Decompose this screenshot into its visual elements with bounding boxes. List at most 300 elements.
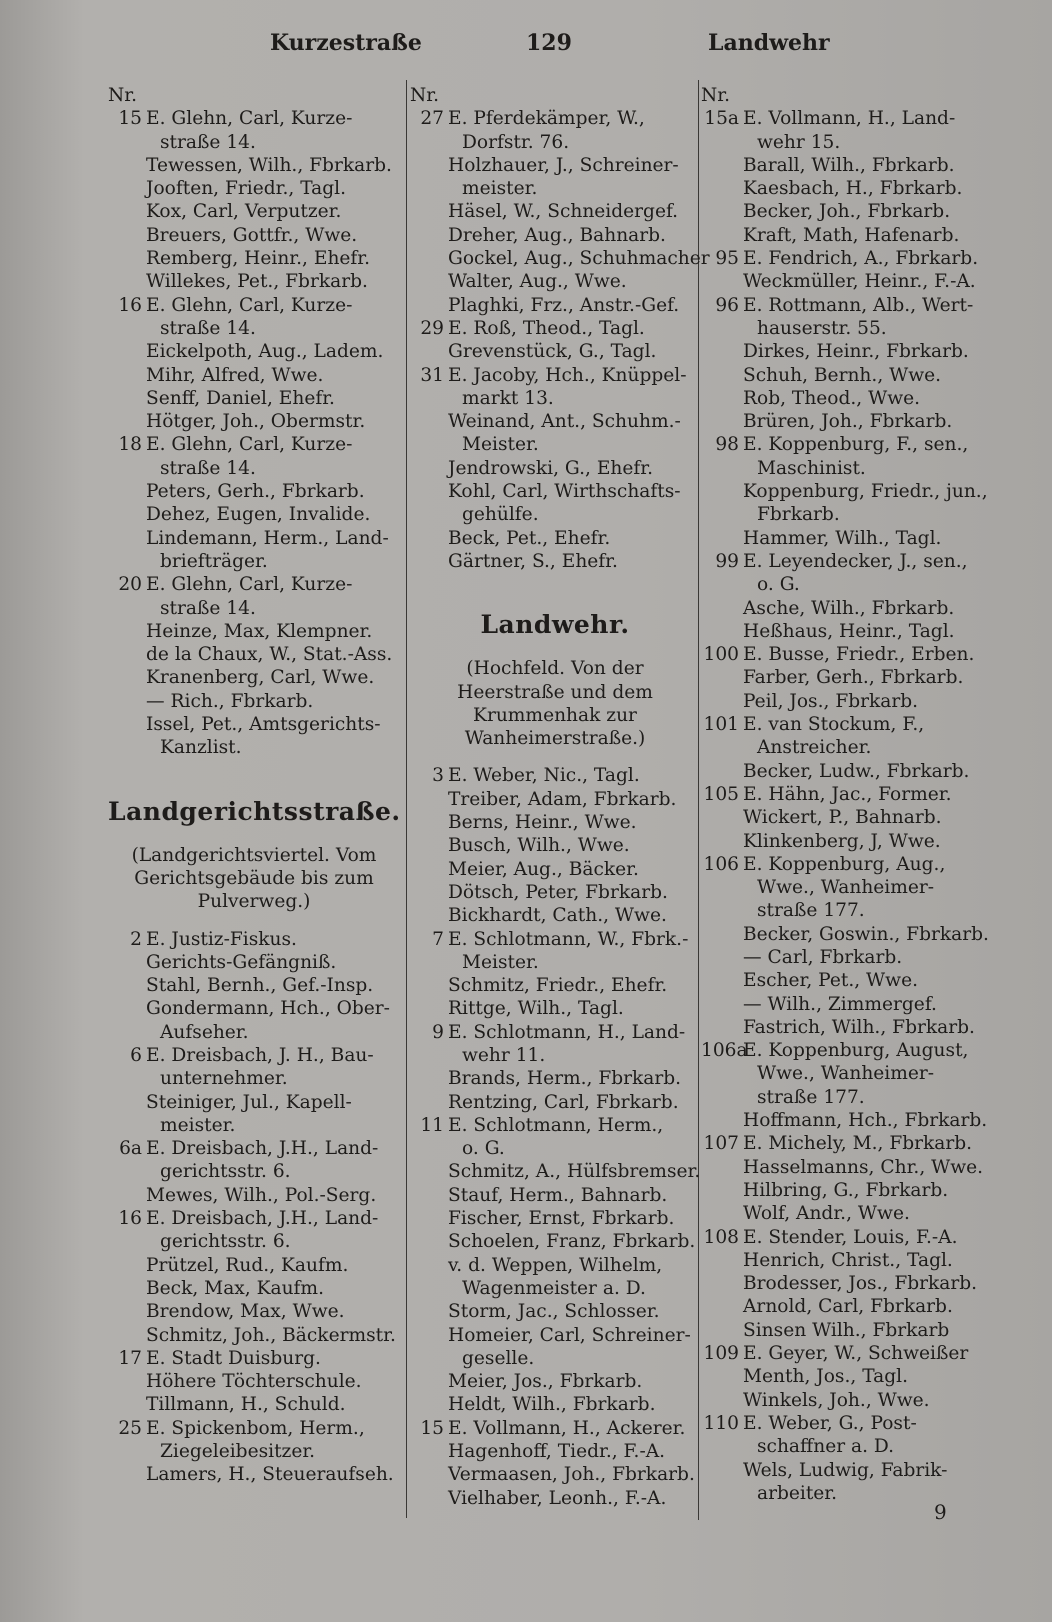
entry-text: Eickelpoth, Aug., Ladem. (146, 341, 384, 363)
entry-continuation (410, 503, 700, 526)
entry-text: E. Geyer, W., Schweißer (743, 1343, 969, 1365)
house-number: 101 (703, 714, 739, 736)
entry-continuation (701, 1435, 1011, 1458)
entry-continuation (108, 1021, 400, 1044)
resident-entry (108, 1393, 400, 1416)
entry-text: Meier, Aug., Bäcker. (448, 858, 639, 880)
entry-text: Storm, Jac., Schlosser. (448, 1301, 660, 1323)
entry-continuation (701, 1482, 1011, 1505)
entry-continuation (108, 1440, 400, 1463)
resident-entry (701, 1016, 1011, 1039)
resident-entry (410, 410, 700, 433)
entry-text: Dötsch, Peter, Fbrkarb. (448, 881, 668, 903)
resident-entry (701, 364, 1011, 387)
entry-text: Arnold, Carl, Fbrkarb. (743, 1296, 953, 1318)
entry-text: Anstreicher. (757, 737, 872, 759)
header-left-street: Kurzestraße (270, 30, 422, 56)
entry-text: Aufseher. (160, 1021, 249, 1043)
resident-entry (410, 1067, 700, 1090)
entry-text: Remberg, Heinr., Ehefr. (146, 248, 371, 270)
entry-text: Dirkes, Heinr., Fbrkarb. (743, 341, 969, 363)
nr-label: Nr. (701, 85, 731, 106)
entry-text: Winkels, Joh., Wwe. (743, 1389, 930, 1411)
house-entry (701, 713, 1011, 736)
signature-mark: 9 (934, 1500, 947, 1524)
resident-entry (108, 974, 400, 997)
house-number: 107 (703, 1133, 739, 1155)
entry-text: Weckmüller, Heinr., F.-A. (743, 271, 976, 293)
house-number: 18 (118, 434, 142, 456)
entry-text: Hagenhoff, Tiedr., F.-A. (448, 1441, 666, 1463)
entry-text: Koppenburg, Friedr., jun., (743, 481, 988, 503)
entry-text: Meister. (462, 434, 539, 456)
entry-continuation (108, 597, 400, 620)
entry-text: E. Spickenbom, Herm., (146, 1417, 365, 1439)
resident-entry (701, 1319, 1011, 1342)
entry-continuation (701, 736, 1011, 759)
entry-continuation (108, 736, 400, 759)
resident-entry (108, 1370, 400, 1393)
house-number: 16 (118, 294, 142, 316)
spacer (108, 760, 400, 794)
entry-text: Asche, Wilh., Fbrkarb. (743, 597, 955, 619)
resident-entry (108, 387, 400, 410)
resident-entry (108, 997, 400, 1020)
column-1 (108, 84, 400, 1487)
entry-text: Fastrich, Wilh., Fbrkarb. (743, 1016, 975, 1038)
resident-entry (701, 200, 1011, 223)
entry-text: meister. (462, 178, 538, 200)
entry-text: Wwe., Wanheimer- (757, 877, 935, 899)
house-number: 16 (118, 1208, 142, 1230)
resident-entry (701, 1389, 1011, 1412)
resident-entry (410, 1487, 700, 1510)
entry-continuation (701, 317, 1011, 340)
entry-text: E. Leyendecker, J., sen., (743, 550, 968, 572)
entry-text: Kohl, Carl, Wirthschafts- (448, 481, 681, 503)
house-number: 15 (118, 108, 142, 130)
entry-text: Becker, Joh., Fbrkarb. (743, 201, 951, 223)
entry-text: E. Dreisbach, J.H., Land- (146, 1138, 379, 1160)
resident-entry (108, 480, 400, 503)
entry-continuation (410, 131, 700, 154)
entry-text: E. Glehn, Carl, Kurze- (146, 434, 353, 456)
entry-text: E. Schlotmann, Herm., (448, 1114, 664, 1136)
house-entry (108, 1044, 400, 1067)
entry-text: Heßhaus, Heinr., Tagl. (743, 620, 955, 642)
house-number: 6 (130, 1044, 142, 1066)
resident-entry (108, 270, 400, 293)
entry-text: Berns, Heinr., Wwe. (448, 812, 637, 834)
entry-text: Brands, Herm., Fbrkarb. (448, 1068, 682, 1090)
entry-list (410, 107, 710, 573)
house-entry (701, 294, 1011, 317)
resident-entry (108, 247, 400, 270)
entry-continuation (410, 433, 700, 456)
entry-text: Gockel, Aug., Schuhmacher (448, 248, 710, 270)
house-number: 7 (432, 928, 444, 950)
entry-text: straße 14. (160, 457, 256, 479)
resident-entry (410, 1324, 700, 1347)
entry-text: Dehez, Eugen, Invalide. (146, 504, 371, 526)
entry-continuation (701, 573, 1011, 596)
entry-continuation (410, 1347, 700, 1370)
entry-text: Senff, Daniel, Ehefr. (146, 387, 335, 409)
resident-entry (701, 690, 1011, 713)
entry-text: Barall, Wilh., Fbrkarb. (743, 154, 955, 176)
resident-entry (701, 177, 1011, 200)
entry-text: gehülfe. (462, 504, 539, 526)
resident-entry (108, 200, 400, 223)
resident-entry (410, 834, 700, 857)
entry-text: Stauf, Herm., Bahnarb. (448, 1184, 668, 1206)
entry-text: Häsel, W., Schneidergef. (448, 201, 679, 223)
entry-text: gerichtsstr. 6. (160, 1161, 291, 1183)
nr-label: Nr. (410, 85, 440, 106)
house-entry (701, 643, 1011, 666)
resident-entry (108, 224, 400, 247)
entry-text: Wagenmeister a. D. (462, 1277, 646, 1299)
entry-text: wehr 11. (462, 1044, 546, 1066)
entry-text: E. Weber, Nic., Tagl. (448, 765, 640, 787)
entry-text: Heldt, Wilh., Fbrkarb. (448, 1394, 656, 1416)
house-number: 100 (703, 644, 739, 666)
house-number: 17 (118, 1347, 142, 1369)
entry-continuation (410, 387, 700, 410)
entry-text: straße 177. (757, 900, 865, 922)
entry-text: Hoffmann, Hch., Fbrkarb. (743, 1110, 988, 1132)
entry-text: Walter, Aug., Wwe. (448, 271, 627, 293)
entry-text: E. Glehn, Carl, Kurze- (146, 574, 353, 596)
entry-text: Schmitz, Friedr., Ehefr. (448, 975, 668, 997)
entry-text: Dreher, Aug., Bahnarb. (448, 224, 666, 246)
resident-entry (701, 1365, 1011, 1388)
resident-entry (108, 154, 400, 177)
entry-text: Steiniger, Jul., Kapell- (146, 1091, 352, 1113)
entry-text: Gerichts-Gefängniß. (146, 951, 337, 973)
resident-entry (701, 830, 1011, 853)
entry-text: E. Fendrich, A., Fbrkarb. (743, 248, 979, 270)
column-2 (410, 84, 710, 1510)
resident-entry (701, 1202, 1011, 1225)
resident-entry (108, 177, 400, 200)
street-description: (Hochfeld. Von der Heerstraße und dem Krummenhak zur Wanheimerstraße.) (457, 658, 653, 750)
entry-text: Rittge, Wilh., Tagl. (448, 998, 624, 1020)
resident-entry (701, 224, 1011, 247)
entry-text: Höhere Töchterschule. (146, 1371, 362, 1393)
entry-text: Lindemann, Herm., Land- (146, 527, 389, 549)
resident-entry (701, 1156, 1011, 1179)
entry-list (410, 764, 700, 1510)
resident-entry (108, 1254, 400, 1277)
house-entry (701, 853, 1011, 876)
resident-entry (108, 1463, 400, 1486)
entry-text: Heinze, Max, Klempner. (146, 620, 373, 642)
resident-entry (410, 1207, 700, 1230)
resident-entry (701, 946, 1011, 969)
resident-entry (701, 620, 1011, 643)
resident-entry (701, 154, 1011, 177)
house-entry (108, 1137, 400, 1160)
entry-text: straße 14. (160, 597, 256, 619)
entry-text: Schmitz, Joh., Bäckermstr. (146, 1324, 396, 1346)
house-entry (108, 1417, 400, 1440)
entry-text: o. G. (757, 574, 800, 596)
entry-continuation (108, 1114, 400, 1137)
street-heading: Landwehr. (480, 610, 630, 640)
resident-entry (410, 340, 700, 363)
nr-label: Nr. (108, 85, 138, 106)
entry-text: E. Schlotmann, H., Land- (448, 1021, 686, 1043)
column-divider-1 (406, 80, 407, 1518)
house-entry (410, 1114, 700, 1137)
resident-entry (701, 387, 1011, 410)
entry-continuation (108, 550, 400, 573)
entry-text: E. Rottmann, Alb., Wert- (743, 294, 974, 316)
house-number: 95 (715, 248, 739, 270)
entry-continuation (108, 1067, 400, 1090)
entry-text: E. Koppenburg, August, (743, 1040, 969, 1062)
entry-text: Rob, Theod., Wwe. (743, 387, 921, 409)
house-number: 109 (703, 1343, 739, 1365)
resident-entry (701, 340, 1011, 363)
resident-entry (410, 974, 700, 997)
house-number: 9 (432, 1021, 444, 1043)
entry-text: briefträger. (160, 550, 268, 572)
resident-entry (410, 1184, 700, 1207)
entry-text: Tillmann, H., Schuld. (146, 1394, 346, 1416)
column-3 (701, 84, 1011, 1505)
resident-entry (410, 1091, 700, 1114)
entry-text: E. Michely, M., Fbrkarb. (743, 1133, 973, 1155)
resident-entry (108, 1324, 400, 1347)
resident-entry (701, 806, 1011, 829)
entry-text: Vielhaber, Leonh., F.-A. (448, 1487, 667, 1509)
entry-text: straße 14. (160, 317, 256, 339)
entry-continuation (410, 1044, 700, 1067)
entry-continuation (701, 899, 1011, 922)
house-entry (108, 107, 400, 130)
page-header (0, 30, 1052, 64)
resident-entry (410, 788, 700, 811)
resident-entry (410, 527, 700, 550)
entry-text: Hammer, Wilh., Tagl. (743, 527, 942, 549)
entry-text: Bickhardt, Cath., Wwe. (448, 905, 667, 927)
entry-text: Wickert, P., Bahnarb. (743, 807, 942, 829)
entry-text: Kanzlist. (160, 737, 242, 759)
resident-entry (108, 951, 400, 974)
entry-text: Peters, Gerh., Fbrkarb. (146, 481, 365, 503)
house-number: 31 (420, 364, 444, 386)
entry-text: unternehmer. (160, 1068, 288, 1090)
entry-continuation (701, 131, 1011, 154)
entry-text: Kraft, Math, Hafenarb. (743, 224, 960, 246)
house-entry (701, 1342, 1011, 1365)
entry-text: arbeiter. (757, 1482, 838, 1504)
resident-entry (701, 270, 1011, 293)
entry-text: Escher, Pet., Wwe. (743, 970, 918, 992)
entry-continuation (410, 1277, 700, 1300)
entry-continuation (701, 1086, 1011, 1109)
entry-continuation (410, 177, 700, 200)
entry-text: Fbrkarb. (757, 504, 840, 526)
entry-text: E. van Stockum, F., (743, 714, 925, 736)
resident-entry (701, 597, 1011, 620)
resident-entry (410, 200, 700, 223)
resident-entry (410, 247, 710, 270)
entry-text: E. Jacoby, Hch., Knüppel- (448, 364, 687, 386)
entry-text: Prützel, Rud., Kaufm. (146, 1254, 349, 1276)
entry-text: E. Pferdekämper, W., (448, 108, 645, 130)
entry-text: Beck, Pet., Ehefr. (448, 527, 611, 549)
resident-entry (410, 550, 700, 573)
entry-text: Kox, Carl, Verputzer. (146, 201, 342, 223)
entry-continuation (108, 317, 400, 340)
spacer (410, 573, 700, 607)
entry-text: Treiber, Adam, Fbrkarb. (448, 788, 677, 810)
entry-continuation (108, 1230, 400, 1253)
entry-text: E. Vollmann, H., Ackerer. (448, 1417, 686, 1439)
resident-entry (701, 1459, 1011, 1482)
entry-text: wehr 15. (757, 131, 841, 153)
resident-entry (108, 364, 400, 387)
entry-text: Schuh, Bernh., Wwe. (743, 364, 942, 386)
house-entry (701, 550, 1011, 573)
resident-entry (410, 858, 700, 881)
entry-text: Weinand, Ant., Schuhm.- (448, 411, 681, 433)
entry-text: Meier, Jos., Fbrkarb. (448, 1371, 643, 1393)
entry-text: E. Vollmann, H., Land- (743, 108, 956, 130)
house-number: 110 (703, 1412, 739, 1434)
house-entry (108, 928, 400, 951)
resident-entry (701, 480, 1011, 503)
entry-continuation (108, 131, 400, 154)
entry-text: straße 177. (757, 1086, 865, 1108)
entry-text: hauserstr. 55. (757, 317, 887, 339)
entry-text: Willekes, Pet., Fbrkarb. (146, 271, 368, 293)
entry-text: Becker, Goswin., Fbrkarb. (743, 923, 989, 945)
entry-text: gerichtsstr. 6. (160, 1231, 291, 1253)
entry-continuation (410, 1137, 700, 1160)
entry-text: Peil, Jos., Fbrkarb. (743, 690, 919, 712)
entry-text: Schoelen, Franz, Fbrkarb. (448, 1231, 696, 1253)
resident-entry (108, 503, 400, 526)
house-entry (701, 1412, 1011, 1435)
entry-text: Fischer, Ernst, Fbrkarb. (448, 1208, 675, 1230)
house-entry (410, 764, 700, 787)
entry-text: E. Koppenburg, F., sen., (743, 434, 969, 456)
entry-text: Lamers, H., Steueraufseh. (146, 1464, 394, 1486)
resident-entry (410, 1230, 700, 1253)
house-number: 105 (703, 783, 739, 805)
resident-entry (108, 1091, 400, 1114)
entry-text: Hilbring, G., Fbrkarb. (743, 1179, 949, 1201)
entry-text: markt 13. (462, 387, 554, 409)
resident-entry (108, 713, 400, 736)
entry-text: Busch, Wilh., Wwe. (448, 835, 630, 857)
entry-text: Mihr, Alfred, Wwe. (146, 364, 324, 386)
entry-text: — Carl, Fbrkarb. (743, 946, 903, 968)
house-entry (701, 107, 1011, 130)
entry-text: Homeier, Carl, Schreiner- (448, 1324, 691, 1346)
resident-entry (410, 224, 700, 247)
entry-text: Tewessen, Wilh., Fbrkarb. (146, 154, 392, 176)
entry-text: Menth, Jos., Tagl. (743, 1366, 909, 1388)
entry-continuation (701, 1062, 1011, 1085)
entry-text: E. Stadt Duisburg. (146, 1347, 321, 1369)
resident-entry (410, 154, 700, 177)
entry-text: E. Hähn, Jac., Former. (743, 783, 952, 805)
resident-entry (410, 1254, 700, 1277)
house-entry (108, 294, 400, 317)
house-entry (701, 247, 1011, 270)
resident-entry (108, 527, 400, 550)
entry-text: E. Dreisbach, J. H., Bau- (146, 1044, 374, 1066)
resident-entry (410, 294, 700, 317)
entry-list (701, 107, 1011, 1505)
spacer (108, 914, 400, 928)
entry-text: Brodesser, Jos., Fbrkarb. (743, 1273, 978, 1295)
entry-continuation (108, 457, 400, 480)
resident-entry (108, 1277, 400, 1300)
house-entry (108, 573, 400, 596)
entry-text: Plaghki, Frz., Anstr.-Gef. (448, 294, 680, 316)
entry-continuation (701, 503, 1011, 526)
house-number: 98 (715, 434, 739, 456)
resident-entry (701, 1295, 1011, 1318)
resident-entry (410, 997, 700, 1020)
entry-text: Hasselmanns, Chr., Wwe. (743, 1156, 984, 1178)
entry-text: Gärtner, S., Ehefr. (448, 550, 618, 572)
resident-entry (701, 1249, 1011, 1272)
entry-text: Kaesbach, H., Fbrkarb. (743, 178, 963, 200)
entry-text: Jooften, Friedr., Tagl. (146, 178, 347, 200)
house-entry (410, 107, 700, 130)
resident-entry (410, 457, 700, 480)
house-entry (108, 433, 400, 456)
entry-list (108, 107, 400, 759)
resident-entry (410, 270, 700, 293)
entry-text: Issel, Pet., Amtsgerichts- (146, 714, 381, 736)
resident-entry (108, 690, 400, 713)
entry-text: o. G. (462, 1138, 505, 1160)
street-description: (Landgerichtsviertel. Vom Gerichtsgebäude bis zum Pulverweg.) (131, 844, 377, 913)
entry-text: Breuers, Gottfr., Wwe. (146, 224, 358, 246)
house-number: 96 (715, 294, 739, 316)
resident-entry (410, 1160, 700, 1183)
resident-entry (108, 1184, 400, 1207)
entry-text: Sinsen Wilh., Fbrkarb (743, 1319, 950, 1341)
page-number: 129 (526, 30, 572, 56)
house-number: 108 (703, 1226, 739, 1248)
entry-continuation (410, 951, 700, 974)
entry-text: Wolf, Andr., Wwe. (743, 1203, 910, 1225)
house-number: 6a (119, 1138, 142, 1160)
entry-text: Ziegeleibesitzer. (160, 1441, 316, 1463)
entry-text: Kranenberg, Carl, Wwe. (146, 667, 375, 689)
resident-entry (108, 410, 400, 433)
entry-text: E. Glehn, Carl, Kurze- (146, 108, 353, 130)
resident-entry (410, 1300, 700, 1323)
resident-entry (410, 1393, 700, 1416)
entry-text: E. Stender, Louis, F.-A. (743, 1226, 958, 1248)
entry-text: straße 14. (160, 131, 256, 153)
resident-entry (108, 643, 400, 666)
entry-continuation (701, 457, 1011, 480)
entry-text: — Wilh., Zimmergef. (743, 993, 937, 1015)
entry-text: Grevenstück, G., Tagl. (448, 341, 657, 363)
resident-entry (108, 620, 400, 643)
